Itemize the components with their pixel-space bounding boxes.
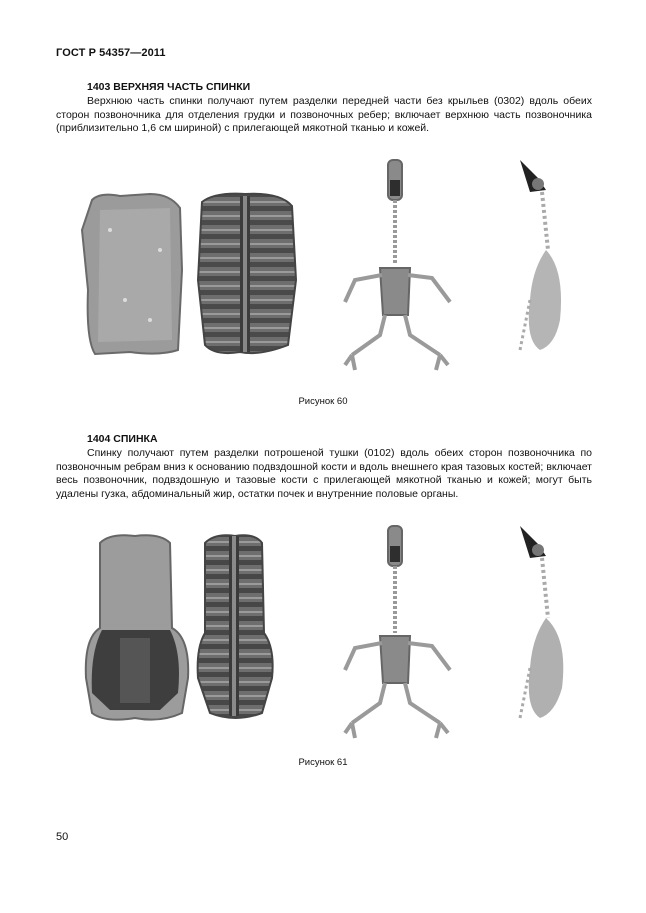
- skeleton-front-view-figure-60: [345, 160, 450, 370]
- document-header: ГОСТ Р 54357—2011: [56, 47, 166, 59]
- upper-back-bone-side-image: [198, 194, 296, 353]
- page-number: 50: [56, 831, 69, 843]
- skeleton-front-view-figure-61: [345, 526, 450, 738]
- section-text-1403: Верхнюю часть спинки получают путем разделки передней части без крыльев (0302) вдоль обеих сторон позвоночника для отделения грудки и позвоночных ребер; включает верхнюю часть позвоночника (приблизительно 1,6 см шириной) с прилегающей мякотной тканью и кожей.: [56, 95, 592, 134]
- section-title-1403: 1403 ВЕРХНЯЯ ЧАСТЬ СПИНКИ: [87, 81, 251, 93]
- section-title-1404: 1404 СПИНКА: [87, 433, 158, 445]
- skeleton-side-view-figure-60: [520, 160, 561, 350]
- skeleton-side-view-figure-61: [520, 526, 563, 718]
- figure-61-caption: Рисунок 61: [298, 757, 348, 768]
- upper-back-skin-side-image: [82, 194, 182, 354]
- figure-61-illustration: [0, 518, 646, 753]
- back-bone-side-image: [198, 535, 273, 718]
- back-skin-side-image: [86, 535, 188, 719]
- figure-60-caption: Рисунок 60: [298, 396, 348, 407]
- figure-60-illustration: [0, 150, 646, 385]
- section-text-1404: Спинку получают путем разделки потрошеной тушки (0102) вдоль обеих сторон позвоночника по позвоночным ребрам вниз к основанию подвздошной кости и вдоль внешнего края тазовых костей; включает весь позвоночник, подвздошную и тазовые кости с прилегающей мякотной тканью и кожей; могут быть удалены гузка, абдоминальный жир, остатки почек и внутренние половые органы.: [56, 447, 592, 500]
